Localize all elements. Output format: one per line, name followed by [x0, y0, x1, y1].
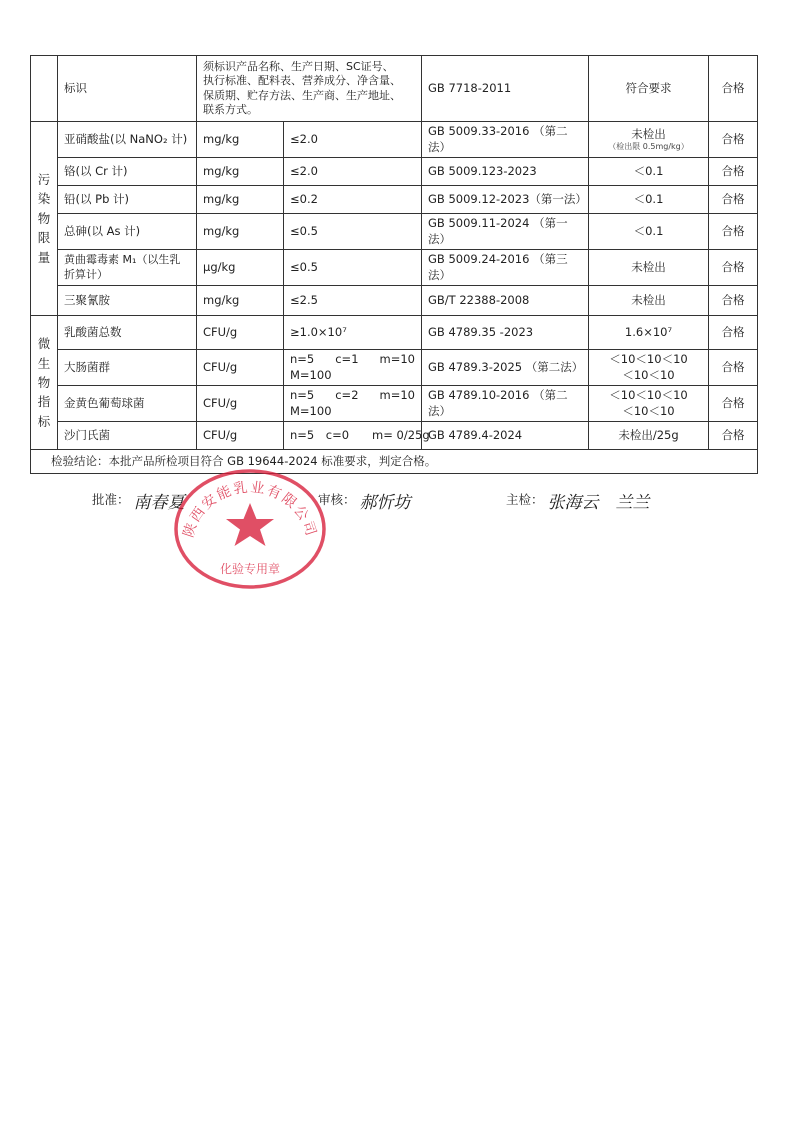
result-cell: ＜0.1 [589, 214, 709, 250]
result-cell: 未检出 [589, 250, 709, 286]
unit-cell: mg/kg [197, 186, 284, 214]
unit-cell: mg/kg [197, 214, 284, 250]
limit-part: c=1 [335, 352, 359, 367]
requirement-cell [197, 56, 422, 122]
result-line: ＜10＜10＜10 [609, 352, 688, 367]
stamp-arc-text: 陕西安能乳业有限公司 [180, 479, 320, 540]
limit-cell: ≥1.0×10⁷ [284, 316, 422, 350]
category-char: 标 [37, 413, 51, 429]
table-row [31, 316, 758, 350]
limit-part: m=10 [379, 352, 415, 367]
limit-cell [284, 386, 422, 422]
method-cell: GB 5009.11-2024 （第一法） [422, 214, 589, 250]
item-cell: 大肠菌群 [58, 350, 197, 386]
judgement-cell: 合格 [709, 386, 758, 422]
item-cell: 黄曲霉毒素 M₁（以生乳折算计） [58, 250, 197, 286]
item-cell: 金黄色葡萄球菌 [58, 386, 197, 422]
table-row [31, 422, 758, 450]
item-cell: 铬(以 Cr 计) [58, 158, 197, 186]
result-cell: 未检出/25g [589, 422, 709, 450]
requirement-line: 执行标准、配料表、营养成分、净含量、 [203, 74, 401, 88]
approver-name: 南春夏 [133, 493, 185, 513]
limit-cell: ≤2.5 [284, 286, 422, 316]
limit-part: c=2 [335, 388, 359, 403]
result-value: 未检出 [631, 126, 666, 141]
star-icon [226, 503, 274, 546]
category-char: 物 [37, 210, 51, 226]
method-cell: GB/T 22388-2008 [422, 286, 589, 316]
result-line: ＜10＜10 [622, 367, 675, 382]
result-line: ＜10＜10 [622, 403, 675, 418]
result-note: （检出限 0.5mg/kg） [608, 142, 689, 152]
category-char: 限 [37, 230, 51, 246]
judgement-cell: 合格 [709, 316, 758, 350]
result-cell [589, 350, 709, 386]
method-cell: GB 5009.123-2023 [422, 158, 589, 186]
limit-part: n=5 [290, 352, 315, 367]
judgement-cell: 合格 [709, 56, 758, 122]
item-cell: 沙门氏菌 [58, 422, 197, 450]
judgement-cell: 合格 [709, 122, 758, 158]
judgement-cell: 合格 [709, 422, 758, 450]
unit-cell: CFU/g [197, 316, 284, 350]
method-cell: GB 4789.35 -2023 [422, 316, 589, 350]
item-cell: 乳酸菌总数 [58, 316, 197, 350]
requirement-line: 保质期、贮存方法、生产商、生产地址、 [203, 88, 401, 102]
unit-cell: μg/kg [197, 250, 284, 286]
limit-cell [284, 350, 422, 386]
result-cell: ＜0.1 [589, 186, 709, 214]
judgement-cell: 合格 [709, 250, 758, 286]
stamp-bottom-text: 化验专用章 [219, 562, 281, 576]
category-char: 生 [37, 355, 51, 371]
table-row [31, 158, 758, 186]
table-row [31, 350, 758, 386]
method-cell: GB 5009.24-2016 （第三法） [422, 250, 589, 286]
limit-part: m=10 [379, 388, 415, 403]
table-row [31, 286, 758, 316]
category-char: 微 [37, 336, 51, 352]
judgement-cell: 合格 [709, 158, 758, 186]
item-cell: 亚硝酸盐(以 NaNO₂ 计) [58, 122, 197, 158]
item-cell: 总砷(以 As 计) [58, 214, 197, 250]
reviewer-signature [318, 488, 411, 513]
conclusion-row [31, 450, 758, 474]
inspection-conclusion: 检验结论：本批产品所检项目符合 GB 19644-2024 标准要求，判定合格。 [31, 450, 758, 474]
item-cell: 标识 [58, 56, 197, 122]
requirement-line: 联系方式。 [203, 102, 258, 116]
limit-cell: ≤2.0 [284, 122, 422, 158]
result-cell: 符合要求 [589, 56, 709, 122]
table-row [31, 186, 758, 214]
table-row [31, 386, 758, 422]
unit-cell: CFU/g [197, 386, 284, 422]
method-cell: GB 4789.3-2025 （第二法） [422, 350, 589, 386]
limit-line [290, 388, 415, 404]
limit-line [290, 352, 415, 368]
judgement-cell: 合格 [709, 286, 758, 316]
result-cell: ＜0.1 [589, 158, 709, 186]
method-cell: GB 5009.12-2023（第一法） [422, 186, 589, 214]
limit-cell: ≤2.0 [284, 158, 422, 186]
limit-part: n=5 [290, 388, 315, 403]
approver-label: 批准： [92, 492, 130, 507]
category-char: 污 [37, 172, 51, 188]
result-cell [589, 122, 709, 158]
company-seal-stamp [170, 465, 330, 590]
reviewer-name: 郝忻坊 [359, 493, 411, 513]
category-cell-microbial [31, 316, 58, 450]
category-char: 指 [37, 394, 51, 410]
category-char: 染 [37, 191, 51, 207]
item-cell: 三聚氰胺 [58, 286, 197, 316]
unit-cell: CFU/g [197, 350, 284, 386]
judgement-cell: 合格 [709, 214, 758, 250]
method-cell: GB 7718-2011 [422, 56, 589, 122]
reviewer-label: 审核： [318, 492, 356, 507]
item-cell: 铅(以 Pb 计) [58, 186, 197, 214]
limit-cell: ≤0.5 [284, 214, 422, 250]
table-row [31, 214, 758, 250]
unit-cell: mg/kg [197, 286, 284, 316]
category-cell-contaminants [31, 122, 58, 316]
inspection-report-table [30, 55, 758, 474]
unit-cell: CFU/g [197, 422, 284, 450]
unit-cell: mg/kg [197, 122, 284, 158]
inspector-label: 主检： [506, 492, 544, 507]
inspector-signature [506, 488, 650, 513]
category-char: 物 [37, 374, 51, 390]
limit-cell: n=5 c=0 m= 0/25g [284, 422, 422, 450]
result-line: ＜10＜10＜10 [609, 388, 688, 403]
method-cell: GB 4789.4-2024 [422, 422, 589, 450]
judgement-cell: 合格 [709, 186, 758, 214]
limit-cell: ≤0.5 [284, 250, 422, 286]
judgement-cell: 合格 [709, 350, 758, 386]
table-row [31, 122, 758, 158]
inspector-names: 张海云 兰兰 [547, 493, 650, 513]
result-cell: 未检出 [589, 286, 709, 316]
result-cell [589, 386, 709, 422]
table-row [31, 56, 758, 122]
method-cell: GB 5009.33-2016 （第二法） [422, 122, 589, 158]
table-row [31, 250, 758, 286]
result-cell: 1.6×10⁷ [589, 316, 709, 350]
unit-cell: mg/kg [197, 158, 284, 186]
requirement-line: 须标识产品名称、生产日期、SC证号、 [203, 59, 394, 73]
limit-line: M=100 [290, 403, 332, 418]
category-char: 量 [37, 249, 51, 265]
method-cell: GB 4789.10-2016 （第二法） [422, 386, 589, 422]
limit-line: M=100 [290, 367, 332, 382]
category-cell [31, 56, 58, 122]
limit-cell: ≤0.2 [284, 186, 422, 214]
